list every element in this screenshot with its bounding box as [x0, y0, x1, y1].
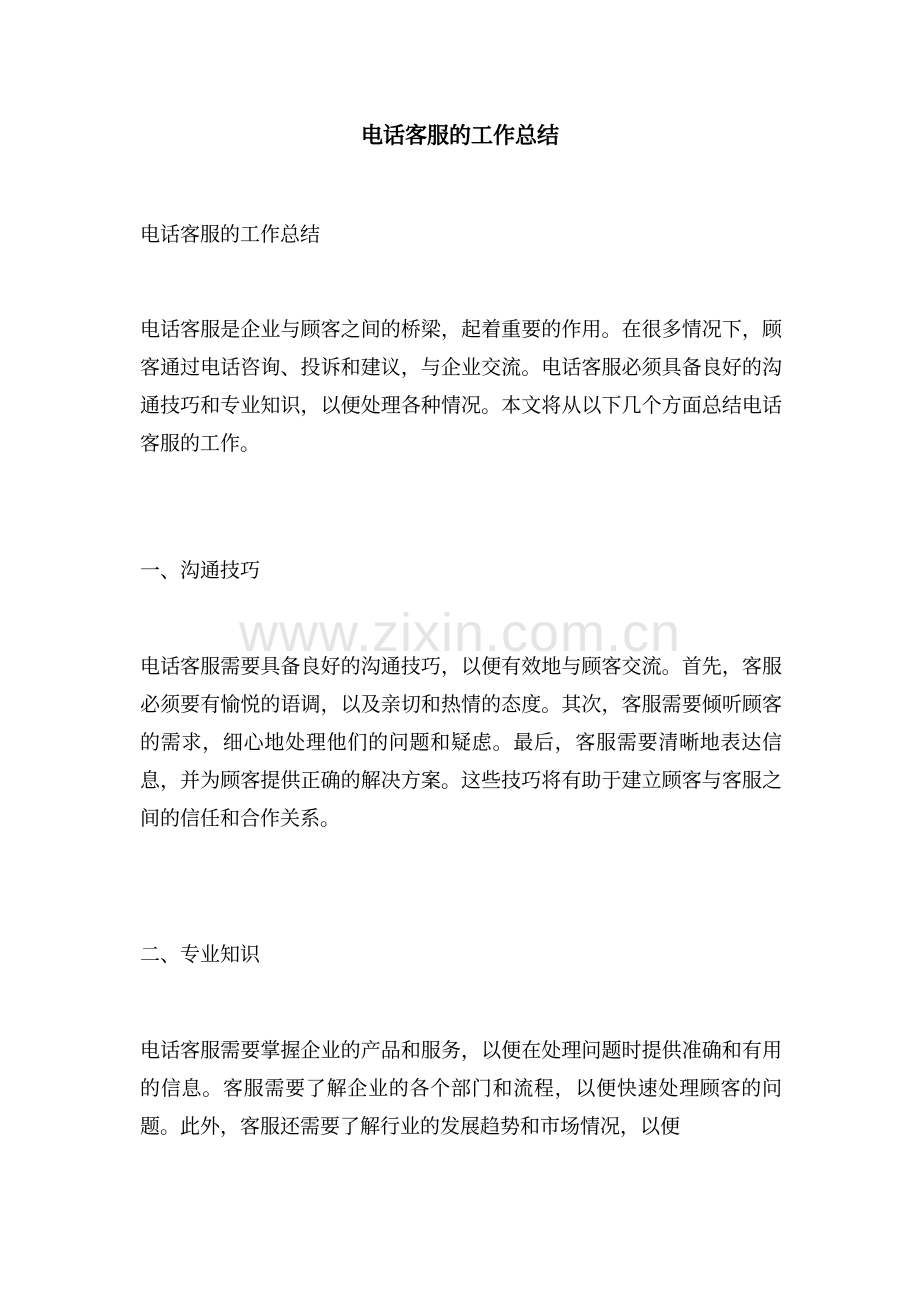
section-body-communication: 电话客服需要具备良好的沟通技巧，以便有效地与顾客交流。首先，客服必须要有愉悦的语调，以及亲切和热情的态度。其次，客服需要倾听顾客的需求，细心地处理他们的问题和疑虑。最后，客服需要清晰地表达信息，并为顾客提供正确的解决方案。这些技巧将有助于建立顾客与客服之间的信任和合作关系。	[140, 654, 782, 830]
document-title: 电话客服的工作总结	[360, 123, 559, 149]
watermark-text: www.zixin.com.cn	[238, 603, 682, 663]
section-heading-knowledge: 二、专业知识	[140, 942, 260, 966]
intro-paragraph: 电话客服是企业与顾客之间的桥梁，起着重要的作用。在很多情况下，顾客通过电话咨询、投诉和建议，与企业交流。电话客服必须具备良好的沟通技巧和专业知识，以便处理各种情况。本文将从以下几个方面总结电话客服的工作。	[140, 317, 782, 455]
section-body-knowledge: 电话客服需要掌握企业的产品和服务，以便在处理问题时提供准确和有用的信息。客服需要了解企业的各个部门和流程，以便快速处理顾客的问题。此外，客服还需要了解行业的发展趋势和市场情况，以便	[140, 1038, 782, 1138]
document-subtitle: 电话客服的工作总结	[140, 222, 320, 246]
section-heading-communication: 一、沟通技巧	[140, 558, 260, 582]
